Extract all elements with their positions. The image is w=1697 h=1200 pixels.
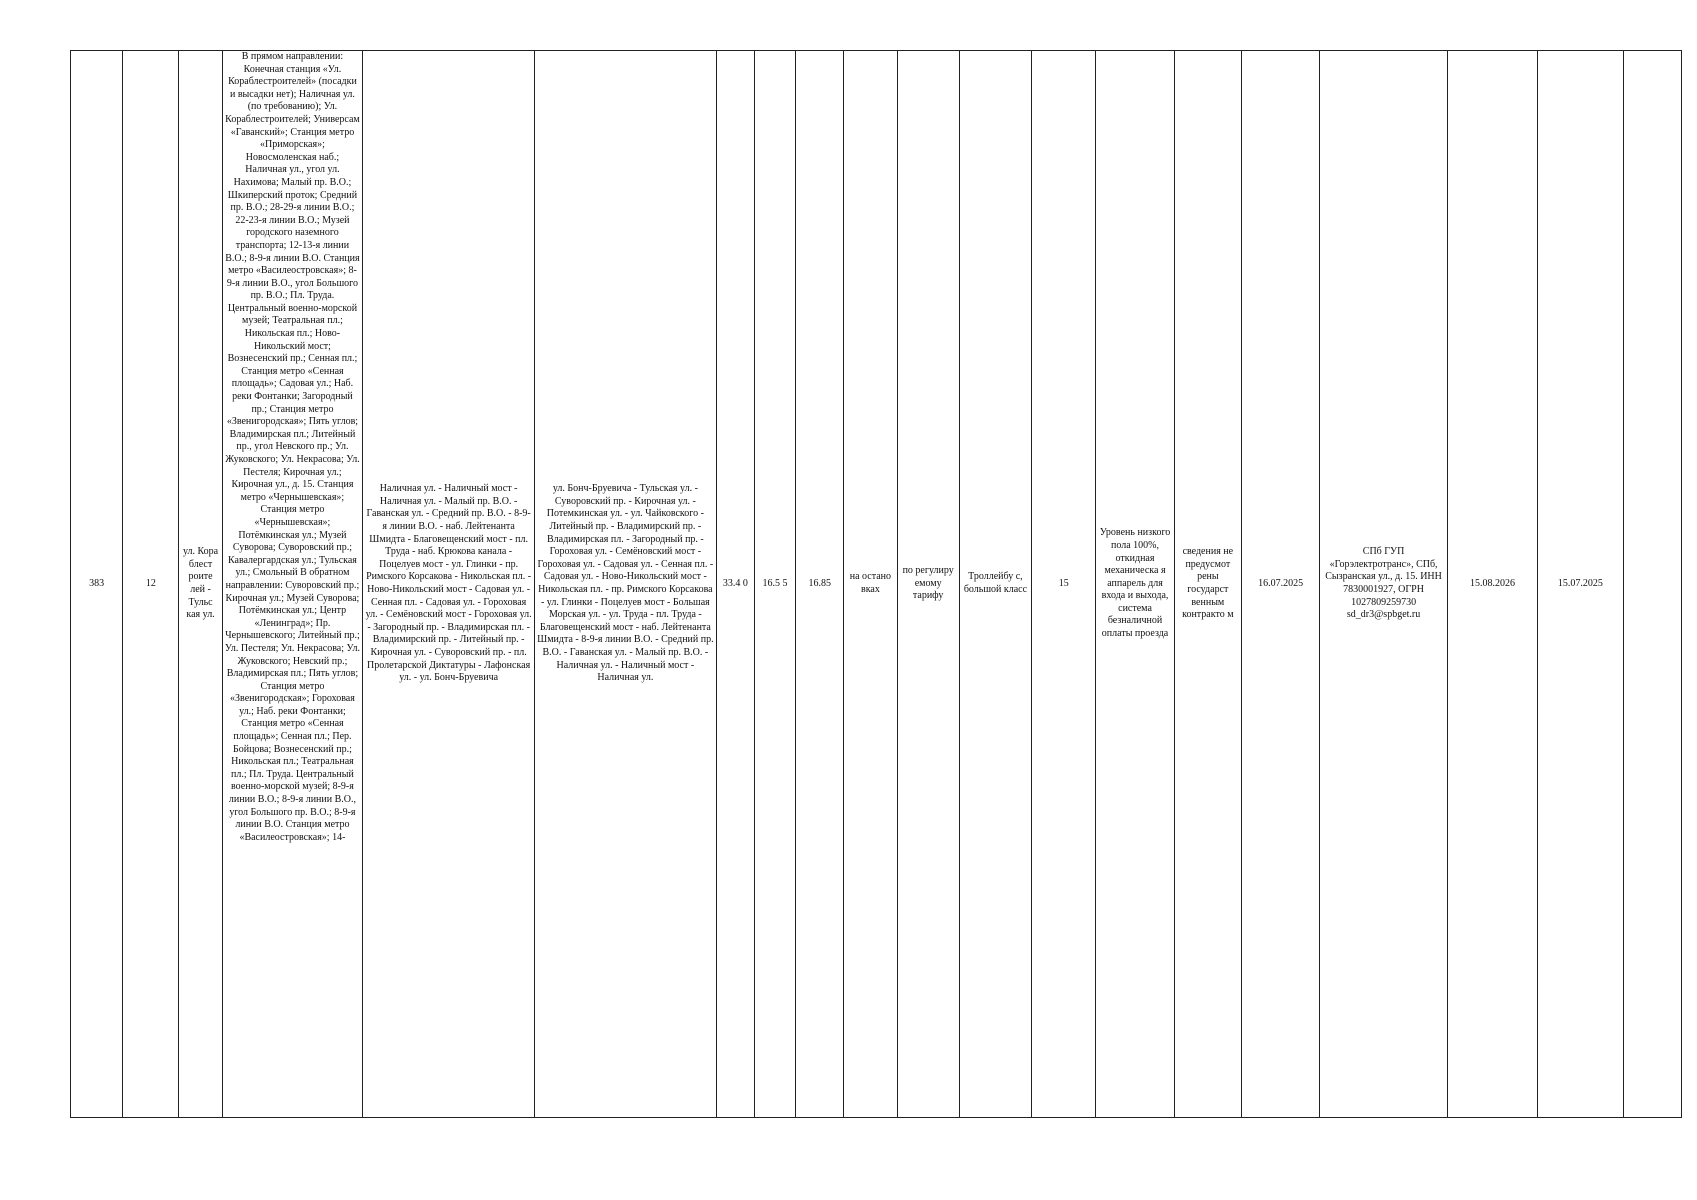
contract-end-cell: 15.08.2026 — [1447, 51, 1537, 1118]
length-total-cell: 16.85 — [796, 51, 844, 1118]
stops-cell: В прямом направлении: Конечная станция «Ул. Кораблестроителей» (посадки и высадки нет); Наличная ул. (по требованию); Ул. Кораблестроителей; Универсам «Гаванский»; Станция метро «Приморская»; Новосмоленская наб.; Наличная ул., угол ул. Нахимова; Малый пр. В.О.; Шкиперский проток; Средний пр. В.О.; 28-29-я линии В.О.; 22-23-я линии В.О.; Музей городского наземного транспорта; 12-13-я линии В.О.; 8-9-я линии В.О. Станция метро «Василеостровская»; 8-9-я линии В.О., угол Большого пр. В.О.; Пл. Труда. Центральный военно-морской музей; Театральная пл.; Никольская пл.; Ново-Никольский мост; Вознесенский пр.; Сенная пл.; Станция метро «Сенная площадь»; Садовая ул.; Наб. реки Фонтанки; Загородный пр.; Станция метро «Звенигородская»; Пять углов; Владимирская пл.; Литейный пр., угол Невского пр.; Ул. Жуковского; Ул. Некрасова; Ул. Пестеля; Кирочная ул.; Кирочная ул., д. 15. Станция метро «Чернышевская»; Станция метро «Чернышевская»; Потёмкинская ул.; Музей Суворова; Суворовский пр.; Кавалергардская ул.; Тульская ул.; Смольный В обратном направлении: Суворовский пр.; Кирочная ул.; Музей Суворова; Потёмкинская ул.; Центр «Ленинград»; Пр. Чернышевского; Литейный пр.; Ул. Пестеля; Ул. Некрасова; Ул. Жуковского; Невский пр.; Владимирская пл.; Пять углов; Станция метро «Звенигородская»; Гороховая ул.; Наб. реки Фонтанки; Станция метро «Сенная площадь»; Сенная пл.; Пер. Бойцова; Вознесенский пр.; Никольская пл.; Театральная пл.; Пл. Труда. Центральный военно-морской музей; 8-9-я линии В.О.; 8-9-я линии В.О., угол Большого пр. В.О.; 8-9-я линии В.О. Станция метро «Василеостровская»; 14- — [222, 51, 363, 1118]
last-change-cell: 15.07.2025 — [1538, 51, 1623, 1118]
streets-backward-cell: ул. Бонч-Бруевича - Тульская ул. - Суворовский пр. - Кирочная ул. - Потемкинская ул. - ул. Чайковского - Литейный пр. - Владимирский пр. - Владимирская пл. - Загородный пр. - Гороховая ул. - Семёновский мост - Гороховая ул. - Садовая ул. - Сенная пл. - Садовая ул. - Ново-Никольский мост - Никольская пл. - пр. Римского Корсакова - ул. Глинки - Поцелуев мост - Большая Морская ул. - ул. Труда - пл. Труда - Благовещенский мост - наб. Лейтенанта Шмидта - 8-9-я линии В.О. - Средний пр. В.О. - Гаванская ул. - Малый пр. В.О. - Наличная ул. - Наличный мост - Наличная ул. — [534, 51, 716, 1118]
route-registry-table — [70, 50, 1682, 1118]
length-backward-cell: 16.5 5 — [754, 51, 795, 1118]
route-name-cell: ул. Кора блест роите лей - Тульс кая ул. — [179, 51, 222, 1118]
vehicle-features-cell: Уровень низкого пола 100%, откидная механическа я аппарель для входа и выхода, система безналичной оплаты проезда — [1096, 51, 1174, 1118]
route-number-cell: 12 — [123, 51, 179, 1118]
carrier-cell: СПб ГУП «Горэлектротранс», СПб, Сызранская ул., д. 15. ИНН 7830001927, ОГРН 1027809259730 sd_dr3@spbget.ru — [1320, 51, 1448, 1118]
extra-cell — [1623, 51, 1681, 1118]
tariff-cell: по регулиру емому тарифу — [897, 51, 959, 1118]
length-forward-cell: 33.4 0 — [716, 51, 754, 1118]
contract-info-cell: сведения не предусмот рены государст венным контракто м — [1174, 51, 1241, 1118]
vehicle-count-cell: 15 — [1032, 51, 1096, 1118]
start-date-cell: 16.07.2025 — [1241, 51, 1319, 1118]
vehicle-cell: Троллейбу с, большой класс — [959, 51, 1031, 1118]
boarding-order-cell: на остано вках — [844, 51, 897, 1118]
reg-number-cell: 383 — [71, 51, 123, 1118]
table-row — [71, 51, 1682, 1118]
streets-forward-cell: Наличная ул. - Наличный мост - Наличная ул. - Малый пр. В.О. - Гаванская ул. - Средний пр. В.О. - 8-9-я линии В.О. - наб. Лейтенанта Шмидта - Благовещенский мост - пл. Труда - наб. Крюкова канала - Поцелуев мост - ул. Глинки - пр. Римского Корсакова - Никольская пл. - Ново-Никольский мост - Садовая ул. - Сенная пл. - Садовая ул. - Гороховая ул. - Семёновский мост - Гороховая ул. - Загородный пр. - Владимирская пл. - Владимирский пр. - Литейный пр. - Кирочная ул. - Суворовский пр. - пл. Пролетарской Диктатуры - Лафонская ул. - ул. Бонч-Бруевича — [363, 51, 535, 1118]
